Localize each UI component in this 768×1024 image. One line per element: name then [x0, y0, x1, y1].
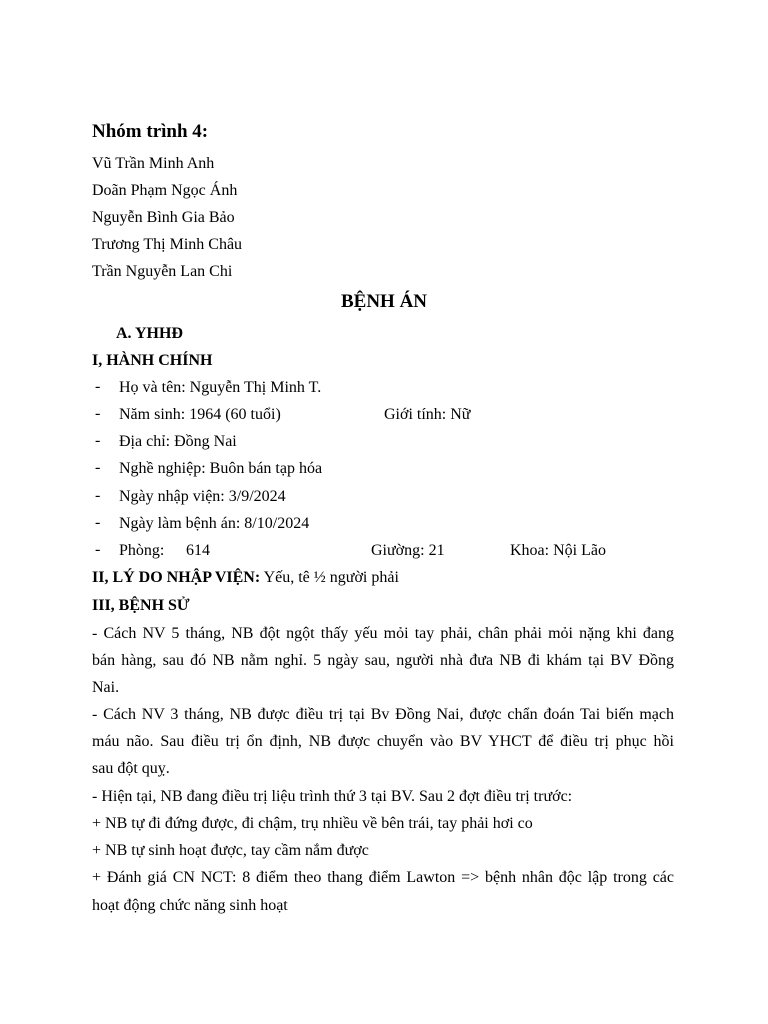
- history-paragraph-line: + Đánh giá CN NCT: 8 điểm theo thang điểm Lawton => bệnh nhân độc lập trong các: [92, 869, 674, 886]
- record-date: Ngày làm bệnh án: 8/10/2024: [119, 515, 310, 532]
- group-title: Nhóm trình 4:: [92, 121, 209, 142]
- list-bullet: -: [95, 514, 101, 531]
- list-bullet: -: [95, 378, 101, 395]
- history-paragraph-line: - Cách NV 3 tháng, NB được điều trị tại Bv Đồng Nai, được chẩn đoán Tai biến mạch: [92, 706, 674, 723]
- subsection-heading: A. YHHĐ: [116, 325, 183, 342]
- history-paragraph-line: - Cách NV 5 tháng, NB đột ngột thấy yếu mỏi tay phải, chân phải mỏi nặng khi đang: [92, 625, 674, 642]
- history-paragraph-line: + NB tự sinh hoạt được, tay cầm nắm được: [92, 842, 369, 859]
- list-bullet: -: [95, 459, 101, 476]
- department: Khoa: Nội Lão: [510, 542, 606, 559]
- list-bullet: -: [95, 541, 101, 558]
- history-paragraph-line: sau đột quỵ.: [92, 760, 170, 777]
- history-paragraph-line: + NB tự đi đứng được, đi chậm, trụ nhiều về bên trái, tay phải hơi co: [92, 815, 533, 832]
- patient-name: Họ và tên: Nguyễn Thị Minh T.: [119, 379, 322, 396]
- section-heading-reason: II, LÝ DO NHẬP VIỆN:: [92, 569, 261, 586]
- group-member: Trương Thị Minh Châu: [92, 236, 243, 253]
- group-member: Vũ Trần Minh Anh: [92, 155, 215, 172]
- group-member: Trần Nguyễn Lan Chi: [92, 263, 233, 280]
- section-heading-admin: I, HÀNH CHÍNH: [92, 352, 213, 369]
- reason-line: [92, 568, 399, 588]
- history-paragraph-line: hoạt động chức năng sinh hoạt: [92, 897, 288, 914]
- list-bullet: -: [95, 405, 101, 422]
- occupation: Nghề nghiệp: Buôn bán tạp hóa: [119, 460, 323, 477]
- list-bullet: -: [95, 432, 101, 449]
- document-title: BỆNH ÁN: [340, 291, 428, 312]
- list-bullet: -: [95, 487, 101, 504]
- room-label: Phòng:: [119, 542, 165, 559]
- history-paragraph-line: bán hàng, sau đó NB nằm nghỉ. 5 ngày sau, người nhà đưa NB đi khám tại BV Đồng: [92, 652, 674, 669]
- room-value: 614: [186, 542, 210, 559]
- group-member: Doãn Phạm Ngọc Ánh: [92, 182, 238, 199]
- group-member: Nguyễn Bình Gia Bảo: [92, 209, 235, 226]
- section-heading-history: III, BỆNH SỬ: [92, 597, 190, 614]
- history-paragraph-line: máu não. Sau điều trị ổn định, NB được chuyển vào BV YHCT để điều trị phục hồi: [92, 733, 674, 750]
- history-paragraph-line: Nai.: [92, 679, 120, 696]
- admission-date: Ngày nhập viện: 3/9/2024: [119, 488, 286, 505]
- birth-year: Năm sinh: 1964 (60 tuổi): [119, 406, 281, 423]
- bed: Giường: 21: [371, 542, 445, 559]
- gender: Giới tính: Nữ: [384, 406, 471, 423]
- address: Địa chỉ: Đồng Nai: [119, 433, 237, 450]
- history-paragraph-line: - Hiện tại, NB đang điều trị liệu trình thứ 3 tại BV. Sau 2 đợt điều trị trước:: [92, 788, 573, 805]
- reason-text: Yếu, tê ½ người phải: [260, 569, 399, 586]
